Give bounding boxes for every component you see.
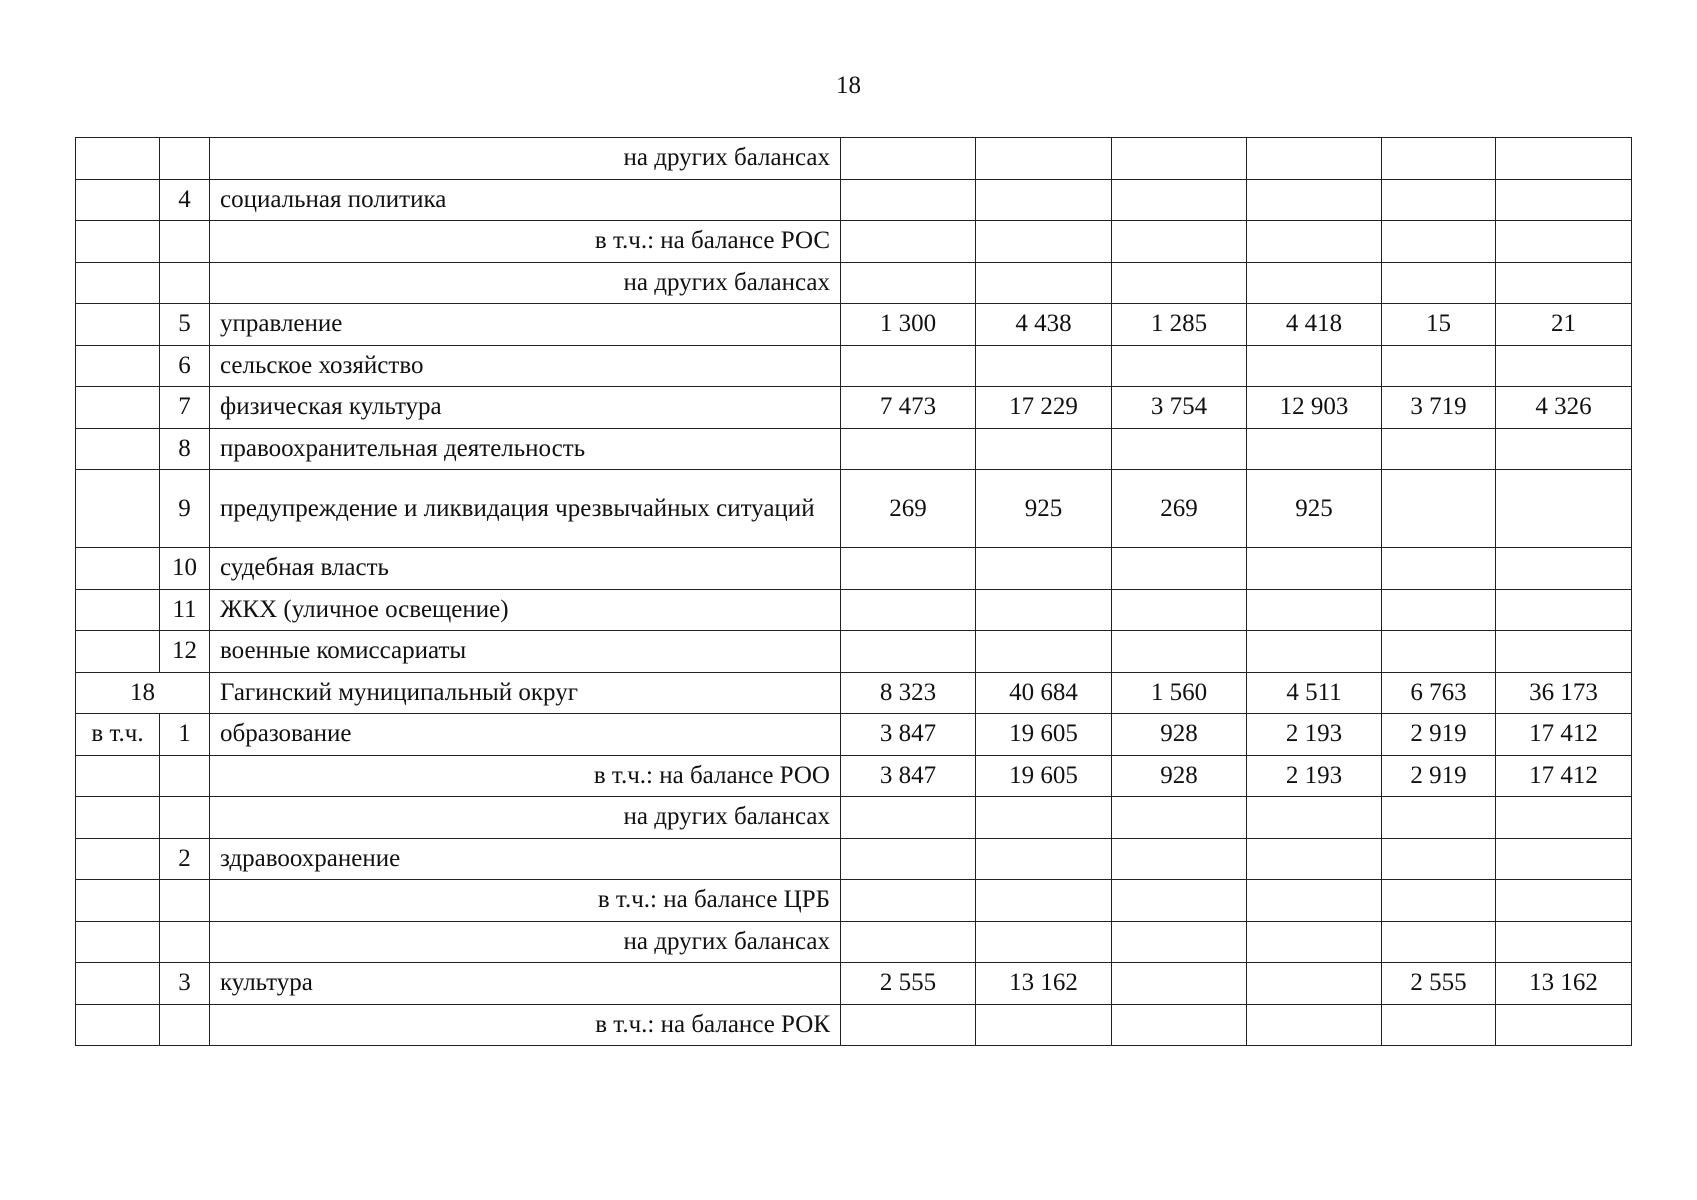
value-cell: [1112, 221, 1247, 263]
row-name-cell: на других балансах: [210, 797, 841, 839]
value-cell: [841, 221, 976, 263]
row-group-cell: [76, 470, 160, 548]
value-cell: [1382, 179, 1496, 221]
value-cell: 2 919: [1382, 755, 1496, 797]
value-cell: 269: [1112, 470, 1247, 548]
value-cell: 2 193: [1247, 755, 1382, 797]
value-cell: [1382, 921, 1496, 963]
value-cell: [1382, 1004, 1496, 1046]
value-cell: [1112, 1004, 1247, 1046]
row-name-cell: в т.ч.: на балансе РОС: [210, 221, 841, 263]
row-group-cell: [76, 1004, 160, 1046]
value-cell: 12 903: [1247, 387, 1382, 429]
value-cell: 1 285: [1112, 304, 1247, 346]
table-row: [76, 589, 1632, 631]
value-cell: 2 919: [1382, 714, 1496, 756]
table-row: [76, 755, 1632, 797]
value-cell: [976, 428, 1112, 470]
value-cell: [1247, 880, 1382, 922]
value-cell: [1247, 138, 1382, 180]
row-group-cell: [76, 589, 160, 631]
row-group-cell: [76, 387, 160, 429]
row-number-cell: [160, 880, 210, 922]
table-row: [76, 1004, 1632, 1046]
value-cell: 19 605: [976, 755, 1112, 797]
row-number-cell: [160, 138, 210, 180]
value-cell: 4 511: [1247, 672, 1382, 714]
value-cell: [1496, 548, 1632, 590]
value-cell: [1496, 138, 1632, 180]
row-number-cell: [160, 1004, 210, 1046]
row-group-cell: [76, 548, 160, 590]
value-cell: [1247, 221, 1382, 263]
value-cell: [1496, 221, 1632, 263]
table-row: [76, 963, 1632, 1005]
table-row: [76, 470, 1632, 548]
value-cell: [976, 797, 1112, 839]
value-cell: 4 438: [976, 304, 1112, 346]
value-cell: 4 418: [1247, 304, 1382, 346]
value-cell: [1247, 179, 1382, 221]
value-cell: 3 847: [841, 755, 976, 797]
value-cell: [1247, 838, 1382, 880]
row-name-cell: социальная политика: [210, 179, 841, 221]
row-group-cell: 18: [76, 672, 210, 714]
value-cell: 15: [1382, 304, 1496, 346]
value-cell: [1247, 797, 1382, 839]
value-cell: 19 605: [976, 714, 1112, 756]
row-group-cell: [76, 631, 160, 673]
value-cell: [1247, 345, 1382, 387]
row-name-cell: в т.ч.: на балансе РОК: [210, 1004, 841, 1046]
row-name-cell: физическая культура: [210, 387, 841, 429]
value-cell: 13 162: [976, 963, 1112, 1005]
row-group-cell: [76, 304, 160, 346]
row-name-cell: на других балансах: [210, 921, 841, 963]
table-row: [76, 221, 1632, 263]
value-cell: [841, 1004, 976, 1046]
table-row: [76, 921, 1632, 963]
value-cell: 925: [1247, 470, 1382, 548]
value-cell: [1112, 797, 1247, 839]
row-number-cell: 6: [160, 345, 210, 387]
value-cell: [1496, 880, 1632, 922]
value-cell: [1382, 262, 1496, 304]
row-name-cell: правоохранительная деятельность: [210, 428, 841, 470]
row-name-cell: культура: [210, 963, 841, 1005]
row-number-cell: [160, 755, 210, 797]
value-cell: [1496, 1004, 1632, 1046]
row-number-cell: [160, 262, 210, 304]
value-cell: 928: [1112, 714, 1247, 756]
value-cell: [1382, 631, 1496, 673]
value-cell: [1112, 880, 1247, 922]
value-cell: [841, 921, 976, 963]
value-cell: 2 193: [1247, 714, 1382, 756]
value-cell: 36 173: [1496, 672, 1632, 714]
value-cell: 928: [1112, 755, 1247, 797]
value-cell: [976, 631, 1112, 673]
value-cell: [1496, 179, 1632, 221]
value-cell: 1 300: [841, 304, 976, 346]
value-cell: [1382, 345, 1496, 387]
table-row: [76, 548, 1632, 590]
value-cell: 2 555: [841, 963, 976, 1005]
row-name-cell: управление: [210, 304, 841, 346]
row-group-cell: [76, 838, 160, 880]
value-cell: [1112, 138, 1247, 180]
row-name-cell: предупреждение и ликвидация чрезвычайных ситуаций: [210, 470, 841, 548]
row-number-cell: 12: [160, 631, 210, 673]
value-cell: 1 560: [1112, 672, 1247, 714]
value-cell: [1496, 921, 1632, 963]
value-cell: 2 555: [1382, 963, 1496, 1005]
row-name-cell: в т.ч.: на балансе ЦРБ: [210, 880, 841, 922]
table-row: [76, 672, 1632, 714]
value-cell: 17 412: [1496, 714, 1632, 756]
table-row: [76, 387, 1632, 429]
value-cell: [841, 797, 976, 839]
row-name-cell: Гагинский муниципальный округ: [210, 672, 841, 714]
value-cell: [1112, 179, 1247, 221]
value-cell: 40 684: [976, 672, 1112, 714]
row-number-cell: [160, 221, 210, 263]
value-cell: [1382, 797, 1496, 839]
table-row: [76, 262, 1632, 304]
value-cell: [1382, 548, 1496, 590]
row-number-cell: 4: [160, 179, 210, 221]
table-row: [76, 428, 1632, 470]
value-cell: [976, 221, 1112, 263]
value-cell: [841, 345, 976, 387]
value-cell: 3 847: [841, 714, 976, 756]
value-cell: [1496, 797, 1632, 839]
value-cell: [976, 345, 1112, 387]
value-cell: [1247, 262, 1382, 304]
value-cell: [1382, 428, 1496, 470]
value-cell: [1112, 262, 1247, 304]
value-cell: 6 763: [1382, 672, 1496, 714]
value-cell: 3 754: [1112, 387, 1247, 429]
value-cell: 17 412: [1496, 755, 1632, 797]
table-row: [76, 304, 1632, 346]
value-cell: [976, 838, 1112, 880]
value-cell: [976, 589, 1112, 631]
data-table: [75, 137, 1632, 1046]
row-group-cell: [76, 797, 160, 839]
table-row: [76, 631, 1632, 673]
value-cell: [1112, 921, 1247, 963]
value-cell: [1382, 221, 1496, 263]
table-row: [76, 797, 1632, 839]
table-row: [76, 138, 1632, 180]
value-cell: [976, 1004, 1112, 1046]
value-cell: [1112, 589, 1247, 631]
table-body: [76, 138, 1632, 1046]
row-number-cell: 1: [160, 714, 210, 756]
value-cell: [1112, 838, 1247, 880]
value-cell: [1247, 428, 1382, 470]
row-name-cell: военные комиссариаты: [210, 631, 841, 673]
row-name-cell: образование: [210, 714, 841, 756]
table-row: [76, 880, 1632, 922]
row-number-cell: 5: [160, 304, 210, 346]
value-cell: [1496, 631, 1632, 673]
value-cell: [841, 548, 976, 590]
value-cell: [841, 262, 976, 304]
value-cell: [841, 179, 976, 221]
value-cell: 925: [976, 470, 1112, 548]
table-row: [76, 179, 1632, 221]
value-cell: [1382, 470, 1496, 548]
row-number-cell: [160, 921, 210, 963]
row-group-cell: [76, 221, 160, 263]
value-cell: [841, 880, 976, 922]
value-cell: [841, 838, 976, 880]
value-cell: 7 473: [841, 387, 976, 429]
row-number-cell: 9: [160, 470, 210, 548]
value-cell: [1382, 589, 1496, 631]
row-group-cell: [76, 345, 160, 387]
row-name-cell: судебная власть: [210, 548, 841, 590]
table-row: [76, 714, 1632, 756]
table-row: [76, 345, 1632, 387]
page-number: 18: [836, 72, 861, 99]
value-cell: 4 326: [1496, 387, 1632, 429]
value-cell: [976, 262, 1112, 304]
value-cell: [1247, 921, 1382, 963]
value-cell: 21: [1496, 304, 1632, 346]
value-cell: 269: [841, 470, 976, 548]
value-cell: [1496, 262, 1632, 304]
value-cell: [976, 921, 1112, 963]
value-cell: [841, 589, 976, 631]
value-cell: [1112, 963, 1247, 1005]
row-group-cell: в т.ч.: [76, 714, 160, 756]
row-number-cell: 2: [160, 838, 210, 880]
row-name-cell: на других балансах: [210, 138, 841, 180]
value-cell: [1247, 589, 1382, 631]
row-name-cell: на других балансах: [210, 262, 841, 304]
value-cell: [1112, 345, 1247, 387]
row-name-cell: в т.ч.: на балансе РОО: [210, 755, 841, 797]
row-name-cell: здравоохранение: [210, 838, 841, 880]
row-number-cell: 8: [160, 428, 210, 470]
row-group-cell: [76, 262, 160, 304]
value-cell: 13 162: [1496, 963, 1632, 1005]
value-cell: [1382, 838, 1496, 880]
row-group-cell: [76, 921, 160, 963]
value-cell: [976, 179, 1112, 221]
value-cell: [976, 138, 1112, 180]
row-group-cell: [76, 963, 160, 1005]
value-cell: [1247, 631, 1382, 673]
row-name-cell: сельское хозяйство: [210, 345, 841, 387]
value-cell: [1247, 1004, 1382, 1046]
value-cell: [1247, 963, 1382, 1005]
value-cell: [1496, 838, 1632, 880]
value-cell: [976, 880, 1112, 922]
value-cell: 3 719: [1382, 387, 1496, 429]
value-cell: [1112, 631, 1247, 673]
value-cell: [1112, 548, 1247, 590]
value-cell: [1496, 345, 1632, 387]
table-row: [76, 838, 1632, 880]
row-group-cell: [76, 755, 160, 797]
row-number-cell: 7: [160, 387, 210, 429]
row-group-cell: [76, 880, 160, 922]
row-number-cell: 11: [160, 589, 210, 631]
value-cell: [1382, 138, 1496, 180]
value-cell: [976, 548, 1112, 590]
value-cell: [1247, 548, 1382, 590]
value-cell: [1496, 428, 1632, 470]
row-number-cell: [160, 797, 210, 839]
value-cell: [841, 631, 976, 673]
value-cell: [1112, 428, 1247, 470]
value-cell: [1382, 880, 1496, 922]
row-group-cell: [76, 138, 160, 180]
value-cell: 17 229: [976, 387, 1112, 429]
row-group-cell: [76, 179, 160, 221]
value-cell: 8 323: [841, 672, 976, 714]
row-name-cell: ЖКХ (уличное освещение): [210, 589, 841, 631]
value-cell: [841, 428, 976, 470]
row-group-cell: [76, 428, 160, 470]
value-cell: [841, 138, 976, 180]
row-number-cell: 10: [160, 548, 210, 590]
row-number-cell: 3: [160, 963, 210, 1005]
value-cell: [1496, 589, 1632, 631]
value-cell: [1496, 470, 1632, 548]
